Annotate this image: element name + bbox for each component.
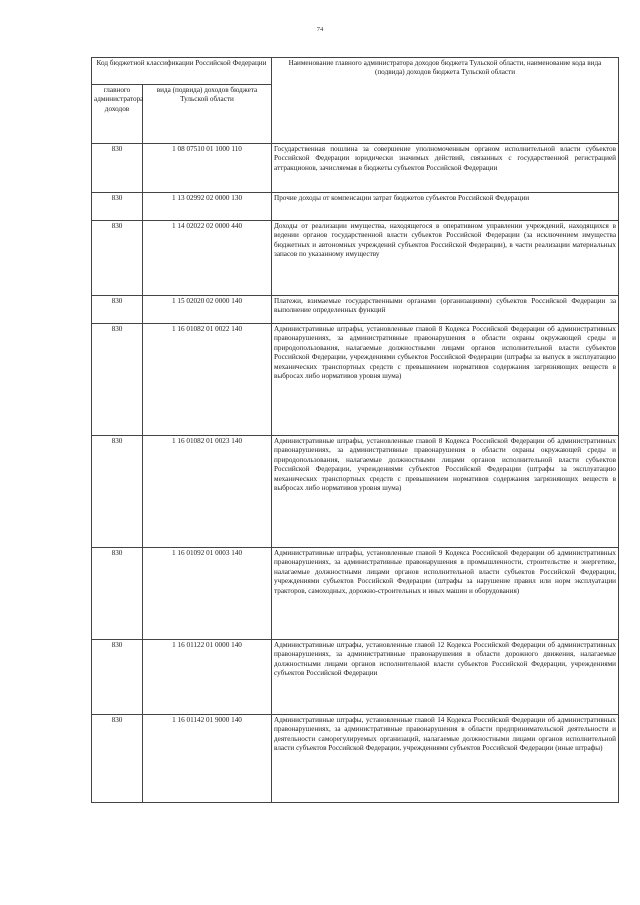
- revenue-code-cell: 1 13 02992 02 0000 130: [143, 193, 272, 221]
- revenue-name-cell: Доходы от реализации имущества, находящегося в оперативном управлении учреждений, находящихся в ведении органов государственной власти субъектов Российской Федерации (за исключением имущества бюджетных и автономных учреждений субъектов Российской Федерации), в части реализации материальных запасов по указанному имуществу: [272, 221, 619, 296]
- revenue-name-cell: Административные штрафы, установленные главой 8 Кодекса Российской Федерации об административных правонарушениях, за административные правонарушения в области охраны окружающей среды и природопользования, налагаемые должностными лицами органов исполнительной власти субъектов Российской Федерации, учреждениями субъектов Российской Федерации (штрафы за эксплуатацию механических транспортных средств с превышением нормативов содержания загрязняющих веществ в выбросах либо нормативов уровня шума): [272, 436, 619, 548]
- revenue-name-cell: Административные штрафы, установленные главой 9 Кодекса Российской Федерации об административных правонарушениях, за административные правонарушения в промышленности, строительстве и энергетике, налагаемые должностными лицами органов исполнительной власти субъектов Российской Федерации, учреждениями субъектов Российской Федерации (штрафы за нарушение правил или норм эксплуатации тракторов, самоходных, дорожно-строительных и иных машин и оборудования): [272, 548, 619, 640]
- admin-code-cell: 830: [92, 144, 143, 193]
- table-row: [92, 221, 619, 296]
- table-row: [92, 436, 619, 548]
- revenue-name-cell: Административные штрафы, установленные главой 12 Кодекса Российской Федерации об административных правонарушениях, за административные правонарушения в области дорожного движения, налагаемые должностными лицами органов исполнительной власти субъектов Российской Федерации, учреждениями субъектов Российской Федерации: [272, 640, 619, 715]
- header-admin-code: главного администратора доходов: [92, 85, 143, 144]
- revenue-name-cell: Административные штрафы, установленные главой 14 Кодекса Российской Федерации об административных правонарушениях, за административные правонарушения в области предпринимательской деятельности и деятельности саморегулируемых организаций, налагаемые должностными лицами органов исполнительной власти субъектов Российской Федерации, учреждениями субъектов Российской Федерации (иные штрафы): [272, 715, 619, 803]
- header-name-group: Наименование главного администратора доходов бюджета Тульской области, наименование кода вида (подвида) доходов бюджета Тульской области: [272, 58, 619, 144]
- page-number: 74: [316, 26, 324, 33]
- revenue-name-cell: Административные штрафы, установленные главой 8 Кодекса Российской Федерации об административных правонарушениях, за административные правонарушения в области охраны окружающей среды и природопользования, налагаемые должностными лицами органов исполнительной власти субъектов Российской Федерации, учреждениями субъектов Российской Федерации (штрафы за выпуск в эксплуатацию механических транспортных средств с превышением нормативов содержания загрязняющих веществ в выбросах либо нормативов уровня шума): [272, 324, 619, 436]
- revenue-code-cell: 1 16 01142 01 9000 140: [143, 715, 272, 803]
- revenue-name-cell: Государственная пошлина за совершение уполномоченным органом исполнительной власти субъектов Российской Федерации юридически значимых действий, связанных с государственной регистрацией аттракционов, зачисляемая в бюджеты субъектов Российской Федерации: [272, 144, 619, 193]
- table-row: [92, 640, 619, 715]
- table-row: [92, 193, 619, 221]
- header-code-group: Код бюджетной классификации Российской Федерации: [92, 58, 272, 85]
- admin-code-cell: 830: [92, 221, 143, 296]
- revenue-name-cell: Платежи, взимаемые государственными органами (организациями) субъектов Российской Федерации за выполнение определенных функций: [272, 296, 619, 324]
- table-row: [92, 548, 619, 640]
- revenue-code-cell: 1 15 02020 02 0000 140: [143, 296, 272, 324]
- revenue-name-cell: Прочие доходы от компенсации затрат бюджетов субъектов Российской Федерации: [272, 193, 619, 221]
- table-row: [92, 296, 619, 324]
- table-row: [92, 324, 619, 436]
- admin-code-cell: 830: [92, 715, 143, 803]
- revenue-code-cell: 1 16 01092 01 0003 140: [143, 548, 272, 640]
- revenue-codes-table: [91, 57, 619, 803]
- header-revenue-code: вида (подвида) доходов бюджета Тульской области: [143, 85, 272, 144]
- revenue-code-cell: 1 16 01082 01 0022 140: [143, 324, 272, 436]
- table-row: [92, 144, 619, 193]
- table-row: [92, 715, 619, 803]
- revenue-code-cell: 1 08 07510 01 1000 110: [143, 144, 272, 193]
- admin-code-cell: 830: [92, 296, 143, 324]
- admin-code-cell: 830: [92, 193, 143, 221]
- revenue-code-cell: 1 16 01122 01 0000 140: [143, 640, 272, 715]
- admin-code-cell: 830: [92, 436, 143, 548]
- admin-code-cell: 830: [92, 548, 143, 640]
- admin-code-cell: 830: [92, 324, 143, 436]
- revenue-code-cell: 1 16 01082 01 0023 140: [143, 436, 272, 548]
- admin-code-cell: 830: [92, 640, 143, 715]
- revenue-code-cell: 1 14 02022 02 0000 440: [143, 221, 272, 296]
